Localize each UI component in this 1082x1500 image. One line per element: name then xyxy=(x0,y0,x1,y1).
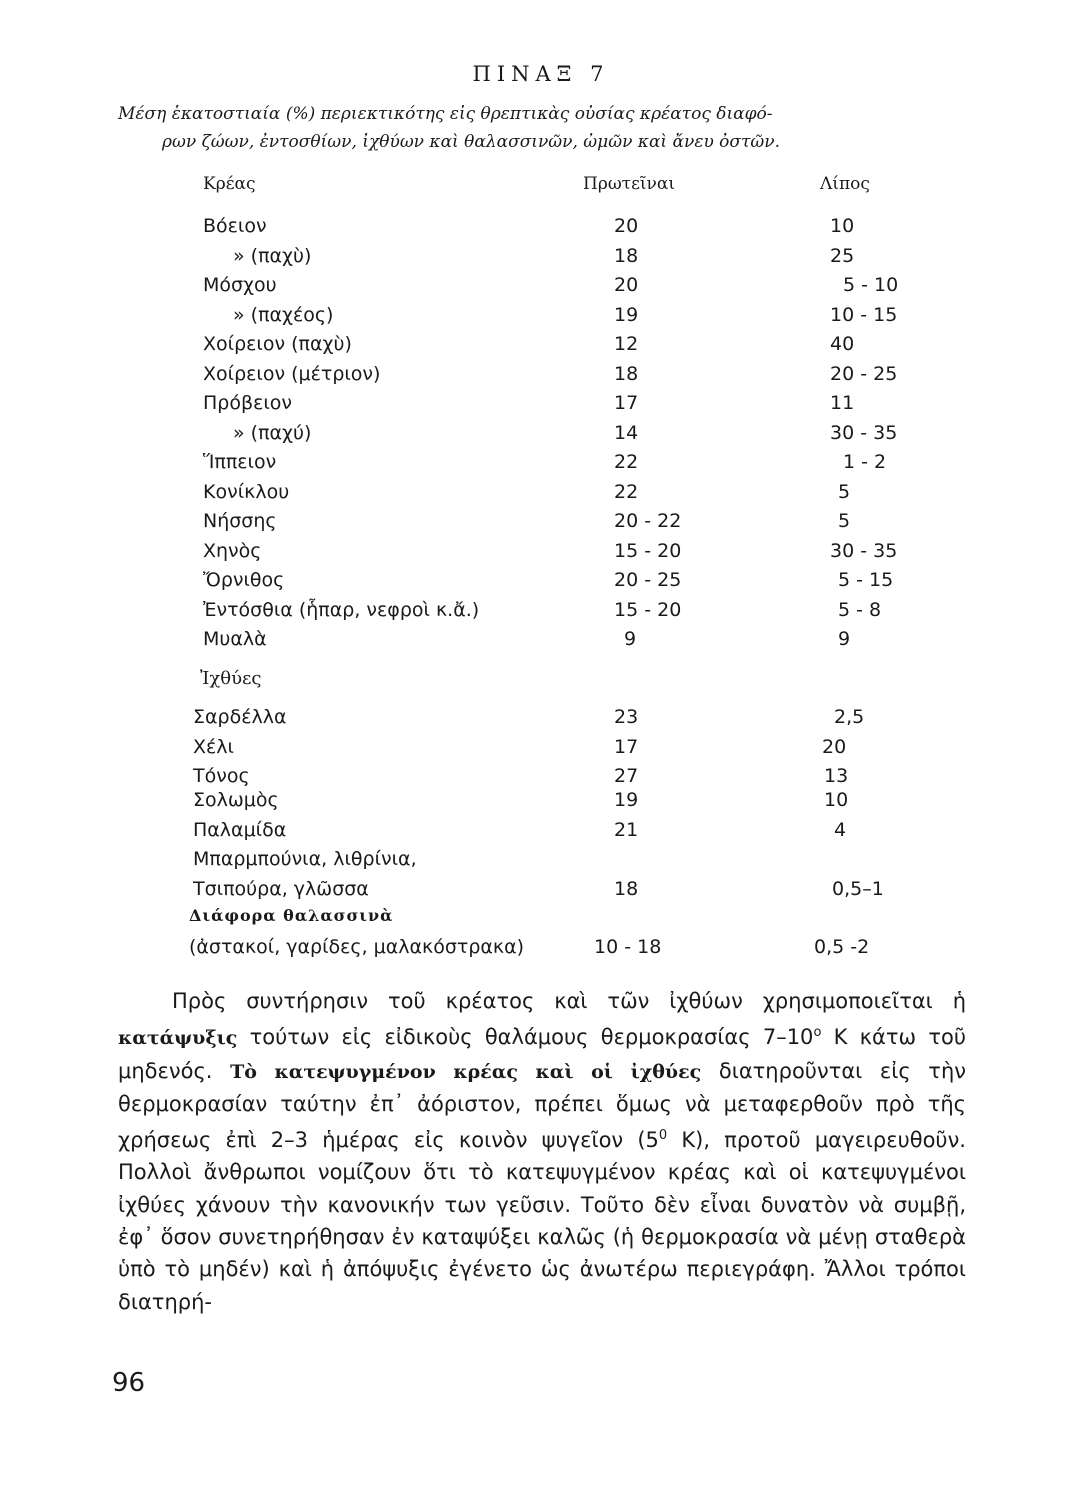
table-row: Μυαλὰ 9 9 xyxy=(203,628,851,650)
table-row: Χέλι 17 20 xyxy=(193,736,847,758)
seafood-section-heading: Διάφορα θαλασσινὰ xyxy=(189,906,394,925)
table-row: Χηνὸς 15 - 20 30 - 35 xyxy=(203,540,898,562)
table-row: Μπαρμπούνια, λιθρίνια, xyxy=(193,848,417,870)
table-row: Πρόβειον 17 11 xyxy=(203,392,855,414)
caption-line-2: ρων ζώων, ἐντοσθίων, ἰχθύων καὶ θαλασσινῶν, ὠμῶν καὶ ἄνευ ὀστῶν. xyxy=(162,132,781,152)
table-row: (ἀστακοί, γαρίδες, μαλακόστρακα) 10 - 18 0,5 -2 xyxy=(189,936,870,958)
column-header-protein: Πρωτεῖναι xyxy=(583,174,676,194)
table-row: Σολωμὸς 19 10 xyxy=(193,789,849,811)
table-row: Μόσχου 20 5 - 10 xyxy=(203,274,899,296)
table-row: Ἵππειον 22 1 - 2 xyxy=(203,451,887,473)
emphasis-freezing: κατάψυξις xyxy=(118,1027,238,1050)
column-header-meat: Κρέας xyxy=(203,174,256,194)
table-row: » (παχύ) 14 30 - 35 xyxy=(233,422,898,444)
table-row: Νήσσης 20 - 22 5 xyxy=(203,510,851,532)
table-row: Χοίρειον (παχὺ) 12 40 xyxy=(203,333,855,355)
table-row: Τόνος 27 13 xyxy=(193,765,849,787)
table-row: Παλαμίδα 21 4 xyxy=(193,819,847,841)
caption-line-1: Μέση ἑκατοστιαία (%) περιεκτικότης εἰς θρεπτικὰς οὐσίας κρέατος διαφό- xyxy=(118,104,773,124)
table-row: Χοίρειον (μέτριον) 18 20 - 25 xyxy=(203,363,898,385)
table-row: Ἐντόσθια (ἧπαρ, νεφροὶ κ.ἄ.) 15 - 20 5 - 8 xyxy=(203,599,882,621)
emphasis-frozen-meat: Τὸ κατεψυγμένον κρέας καὶ οἱ ἰχθύες xyxy=(230,1060,702,1083)
page-number: 96 xyxy=(112,1368,146,1398)
table-row: Ὄρνιθος 20 - 25 5 - 15 xyxy=(203,569,894,591)
fish-section-heading: Ἰχθύες xyxy=(200,668,262,689)
body-paragraph: Πρὸς συντήρησιν τοῦ κρέατος καὶ τῶν ἰχθύων χρησιμοποιεῖται ἡ κατάψυξις τούτων εἰς εἰδικοὺς θαλάμους θερμοκρασίας $7-10^o$ Κ κάτω τοῦ μηδενός. Τὸ κατεψυγμένον κρέας καὶ οἱ ἰχθύες διατηροῦνται εἰς τὴν θερμοκρασίαν ταύτην ἐπ᾽ ἀόριστον, πρέπει ὅμως νὰ μεταφερθοῦν πρὸ τῆς χρήσεως ἐπὶ 2–3 ἡμέρας εἰς κοινὸν ψυγεῖον ($5^0$ Κ), προτοῦ μαγειρευθοῦν. Πολλοὶ ἄνθρωποι νομίζουν ὅτι τὸ κατεψυγμένον κρέας καὶ οἱ κατεψυγμένοι ἰχθύες χάνουν τὴν κανονικήν των γεῦσιν. Τοῦτο δὲν εἶναι δυνατὸν νὰ συμβῇ, ἐφ᾽ ὅσον συνετηρήθησαν ἐν καταψύξει καλῶς (ἡ θερμοκρασία νὰ μένῃ σταθερὰ ὑπὸ τὸ μηδέν) καὶ ἡ ἀπόψυξις ἐγένετο ὡς ἀνωτέρω περιεγράφη. Ἄλλοι τρόποι διατηρή- xyxy=(118,989,967,1314)
table-title: ΠΙΝΑΞ 7 xyxy=(472,62,610,86)
table-row: » (παχὺ) 18 25 xyxy=(233,245,855,267)
table-row: Κονίκλου 22 5 xyxy=(203,481,851,503)
table-row: Βόειον 20 10 xyxy=(203,215,855,237)
column-header-fat: Λίπος xyxy=(820,174,870,194)
table-row: » (παχέος) 19 10 - 15 xyxy=(233,304,898,326)
table-row: Τσιπούρα, γλῶσσα 18 0,5–1 xyxy=(193,878,884,900)
table-row: Σαρδέλλα 23 2,5 xyxy=(193,706,865,728)
